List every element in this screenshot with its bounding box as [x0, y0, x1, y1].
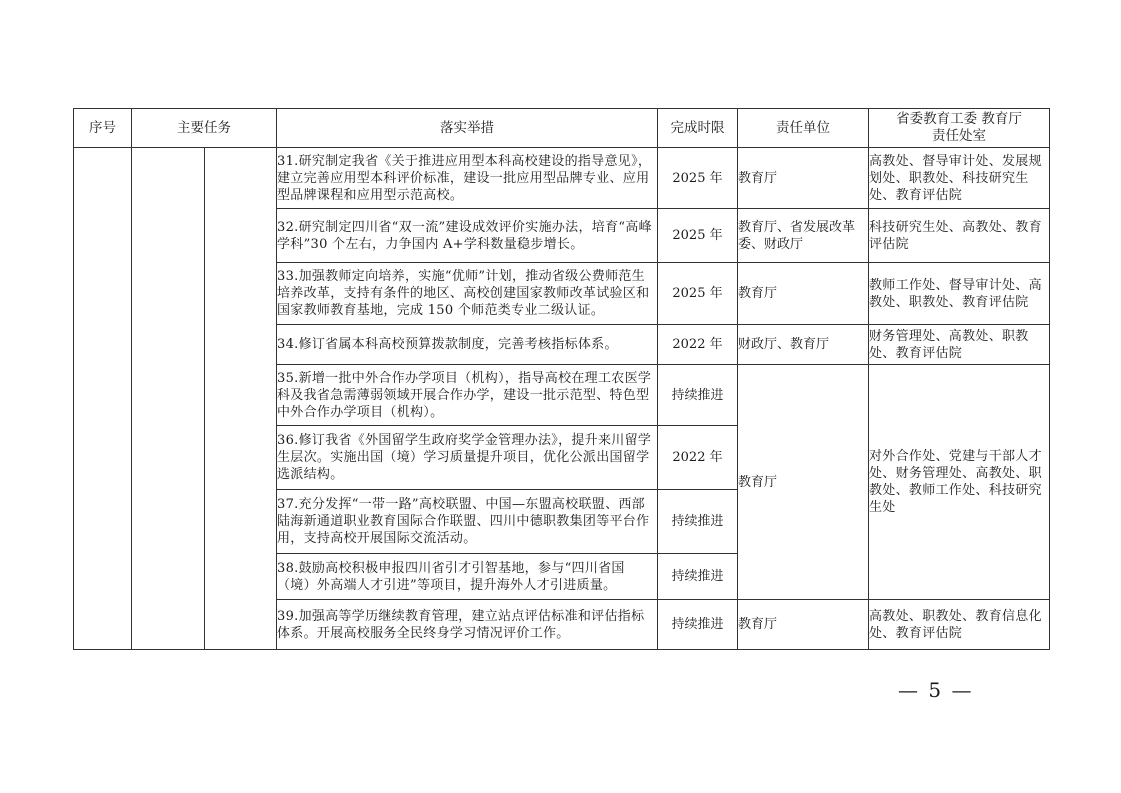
header-measure: 落实举措	[277, 109, 658, 148]
time-cell: 持续推进	[658, 600, 738, 650]
unit-cell: 教育厅、省发展改革委、财政厅	[738, 209, 869, 263]
unit-cell: 教育厅	[738, 148, 869, 209]
time-cell: 持续推进	[658, 554, 738, 600]
measure-cell: 32.研究制定四川省“双一流”建设成效评价实施办法，培育“高峰学科”30 个左右，力争国内 A+学科数量稳步增长。	[277, 209, 658, 263]
header-row	[74, 109, 1050, 148]
header-office	[869, 109, 1050, 148]
subtask-cell	[205, 148, 277, 650]
time-cell: 2022 年	[658, 426, 738, 490]
measure-cell: 33.加强教师定向培养，实施“优师”计划，推动省级公费师范生培养改革，支持有条件的地区、高校创建国家教师改革试验区和国家教师教育基地，完成 150 个师范类专业二级认证。	[277, 263, 658, 325]
office-cell: 教师工作处、督导审计处、高教处、职教处、教育评估院	[869, 263, 1050, 325]
unit-cell-merged: 教育厅	[738, 365, 869, 600]
header-office-line1: 省委教育工委 教育厅	[896, 111, 1022, 127]
task-table	[73, 108, 1050, 650]
measure-cell: 38.鼓励高校积极申报四川省引才引智基地，参与“四川省国（境）外高端人才引进”等项目，提升海外人才引进质量。	[277, 554, 658, 600]
header-task: 主要任务	[132, 109, 277, 148]
measure-cell: 37.充分发挥“一带一路”高校联盟、中国—东盟高校联盟、西部陆海新通道职业教育国际合作联盟、四川中德职教集团等平台作用，支持高校开展国际交流活动。	[277, 490, 658, 554]
time-cell: 持续推进	[658, 490, 738, 554]
unit-cell: 财政厅、教育厅	[738, 325, 869, 365]
measure-cell: 31.研究制定我省《关于推进应用型本科高校建设的指导意见》，建立完善应用型本科评价标准，建设一批应用型品牌专业、应用型品牌课程和应用型示范高校。	[277, 148, 658, 209]
unit-cell: 教育厅	[738, 263, 869, 325]
time-cell: 2025 年	[658, 263, 738, 325]
measure-cell: 35.新增一批中外合作办学项目（机构），指导高校在理工农医学科及我省急需薄弱领域开展合作办学，建设一批示范型、特色型中外合作办学项目（机构）。	[277, 365, 658, 426]
office-cell: 高教处、督导审计处、发展规划处、职教处、科技研究生处、教育评估院	[869, 148, 1050, 209]
header-time: 完成时限	[658, 109, 738, 148]
measure-cell: 34.修订省属本科高校预算拨款制度，完善考核指标体系。	[277, 325, 658, 365]
time-cell: 2022 年	[658, 325, 738, 365]
time-cell: 2025 年	[658, 209, 738, 263]
unit-cell: 教育厅	[738, 600, 869, 650]
measure-cell: 36.修订我省《外国留学生政府奖学金管理办法》，提升来川留学生层次。实施出国（境）学习质量提升项目，优化公派出国留学选派结构。	[277, 426, 658, 490]
header-unit: 责任单位	[738, 109, 869, 148]
seq-cell	[74, 148, 132, 650]
header-seq: 序号	[74, 109, 132, 148]
table-row	[74, 148, 1050, 209]
office-cell: 财务管理处、高教处、职教处、教育评估院	[869, 325, 1050, 365]
office-cell-merged: 对外合作处、党建与干部人才处、财务管理处、高教处、职教处、教师工作处、科技研究生处	[869, 365, 1050, 600]
time-cell: 2025 年	[658, 148, 738, 209]
page-number: — 5 —	[898, 678, 974, 702]
office-cell: 科技研究生处、高教处、教育评估院	[869, 209, 1050, 263]
task-cell	[132, 148, 205, 650]
measure-cell: 39.加强高等学历继续教育管理，建立站点评估标准和评估指标体系。开展高校服务全民终身学习情况评价工作。	[277, 600, 658, 650]
header-office-line2: 责任处室	[932, 128, 986, 144]
time-cell: 持续推进	[658, 365, 738, 426]
office-cell: 高教处、职教处、教育信息化处、教育评估院	[869, 600, 1050, 650]
